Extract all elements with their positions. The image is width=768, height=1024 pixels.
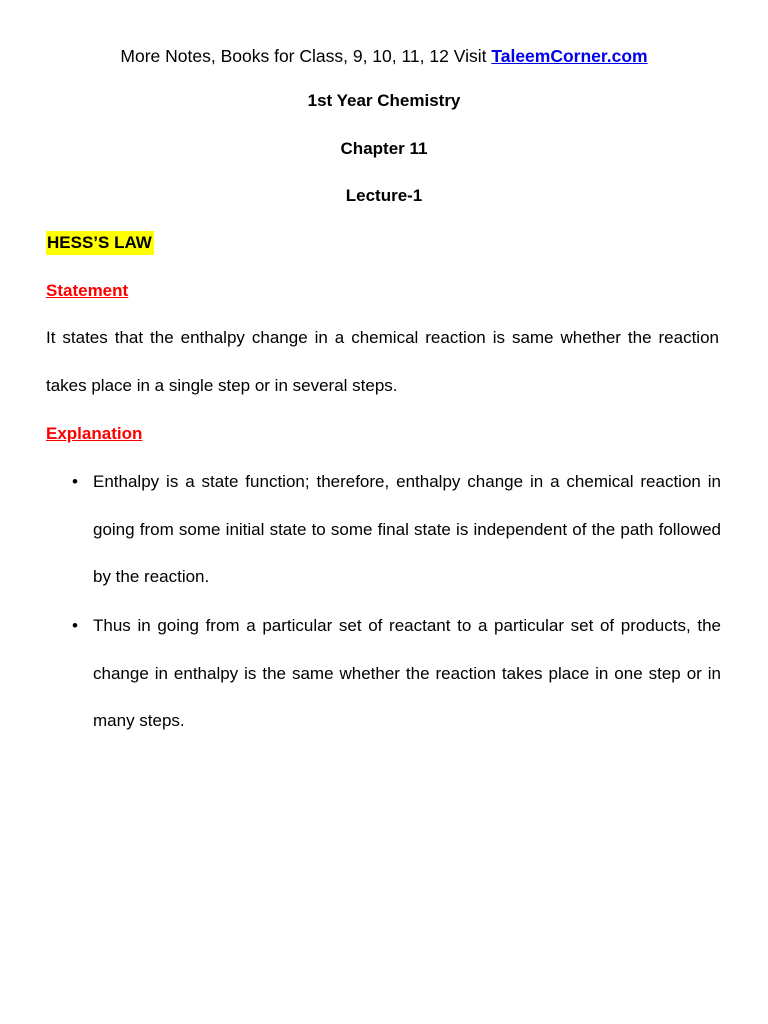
header-promo	[0, 44, 768, 68]
statement-text: It states that the enthalpy change in a chemical reaction is same whether the reaction takes place in a single step or in several steps.	[46, 328, 719, 395]
bullet-text: Enthalpy is a state function; therefore, enthalpy change in a chemical reaction in going from some initial state to some final state is independent of the path followed by the reaction.	[93, 472, 721, 586]
topic-heading: HESS’S LAW	[46, 231, 154, 255]
chapter-title: Chapter 11	[340, 139, 428, 158]
bullet-icon: •	[72, 616, 78, 635]
statement-heading: Statement	[46, 281, 129, 300]
subject-title: 1st Year Chemistry	[307, 91, 461, 110]
bullet-text: Thus in going from a particular set of reactant to a particular set of products, the change in enthalpy is the same whether the reaction takes place in one step or in many steps.	[93, 616, 721, 730]
header-prefix: More Notes, Books for Class, 9, 10, 11, 12 Visit	[120, 46, 492, 66]
taleemcorner-link[interactable]: TaleemCorner.com	[491, 46, 648, 66]
explanation-heading: Explanation	[46, 424, 143, 443]
bullet-icon: •	[72, 472, 78, 491]
lecture-title: Lecture-1	[345, 186, 423, 205]
